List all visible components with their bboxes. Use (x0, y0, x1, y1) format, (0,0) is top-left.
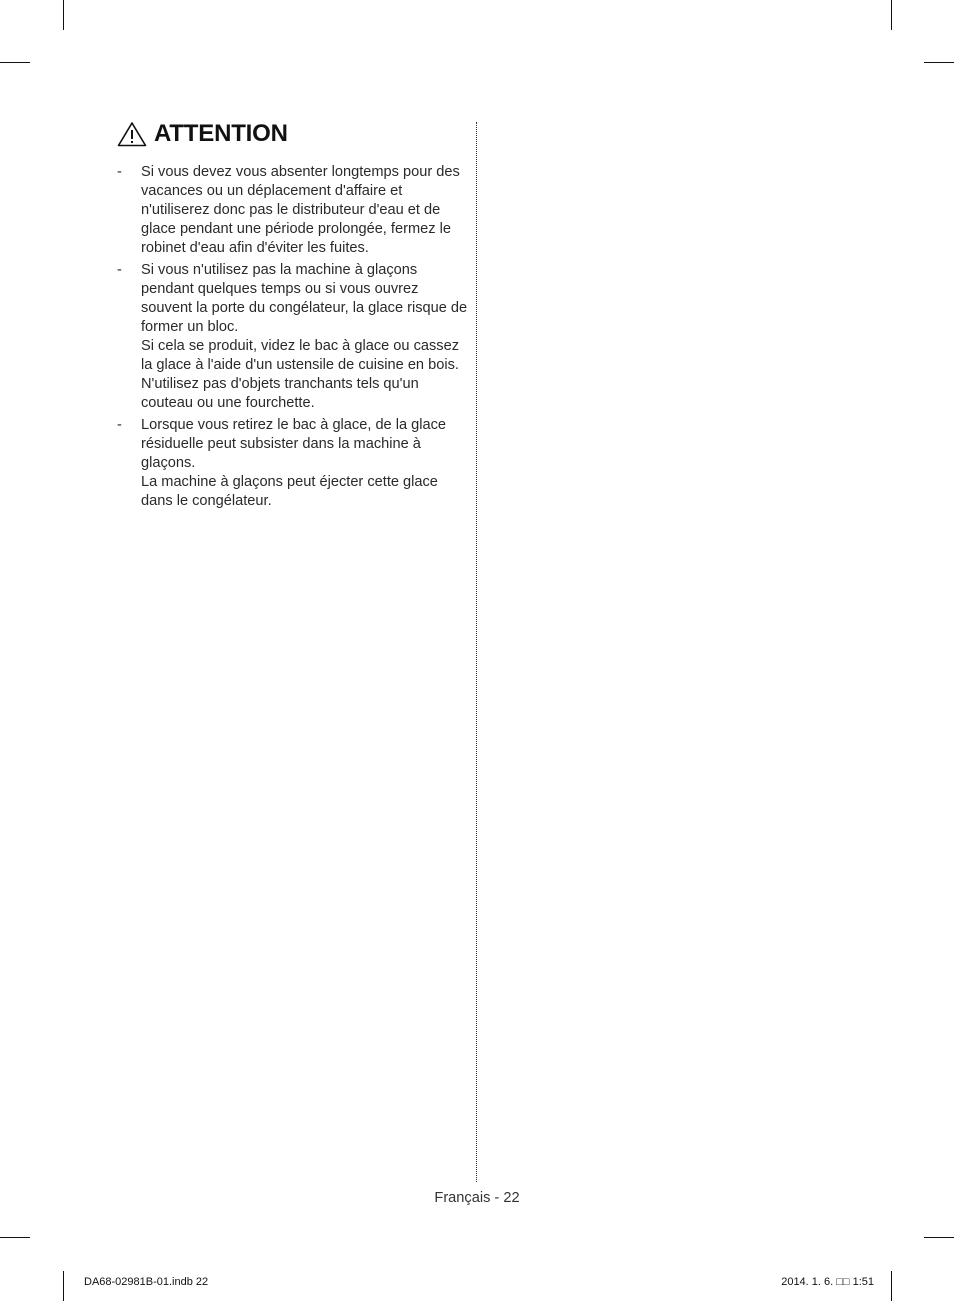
crop-mark (63, 1271, 64, 1301)
warning-triangle-icon (117, 121, 147, 147)
list-dash: - (117, 417, 122, 433)
paragraph: Lorsque vous retirez le bac à glace, de la glace résiduelle peut subsister dans la machine à glaçons. (141, 417, 447, 471)
attention-list (117, 163, 469, 514)
paragraph: Si vous n'utilisez pas la machine à glaçons pendant quelques temps ou si vous ouvrez souvent la porte du congélateur, la glace risque de former un bloc. (141, 262, 468, 335)
crop-mark (891, 1271, 892, 1301)
date-slug: 2014. 1. 6. □□ 1:51 (781, 1276, 874, 1288)
paragraph: La machine à glaçons peut éjecter cette glace dans le congélateur. (141, 474, 438, 509)
crop-mark (63, 0, 64, 30)
list-dash: - (117, 164, 122, 180)
paragraph: N'utilisez pas d'objets tranchants tels qu'un couteau ou une fourchette. (141, 376, 419, 411)
paragraph: Si cela se produit, videz le bac à glace ou cassez la glace à l'aide d'un ustensile de cuisine en bois. (141, 338, 459, 373)
list-dash: - (117, 262, 122, 278)
crop-mark (0, 1237, 30, 1238)
list-item (117, 261, 469, 413)
page-number: Français - 22 (434, 1190, 520, 1206)
crop-mark (0, 62, 30, 63)
attention-title: ATTENTION (154, 120, 288, 147)
list-item (117, 416, 469, 511)
crop-mark (924, 1237, 954, 1238)
file-slug: DA68-02981B-01.indb 22 (84, 1276, 209, 1288)
crop-mark (924, 62, 954, 63)
list-item (117, 163, 469, 258)
crop-mark (891, 0, 892, 30)
attention-heading (117, 120, 288, 148)
column-divider (476, 122, 477, 1182)
paragraph: Si vous devez vous absenter longtemps pour des vacances ou un déplacement d'affaire et n'utiliserez donc pas le distributeur d'eau et de glace pendant une période prolongée, fermez le robinet d'eau afin d'éviter les fuites. (141, 164, 460, 256)
